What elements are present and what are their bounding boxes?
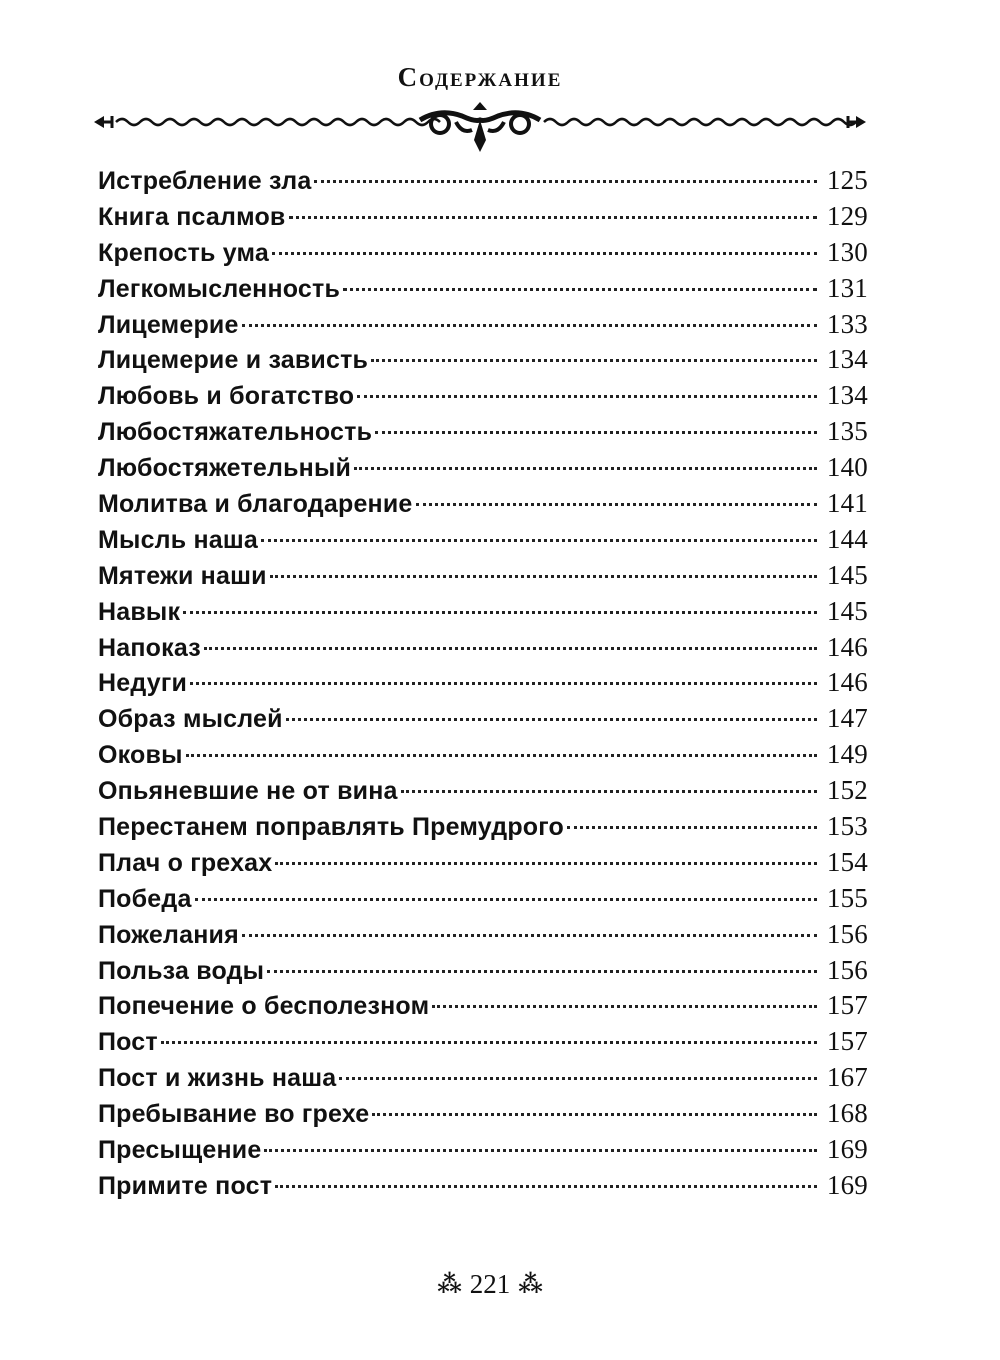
toc-entry-title: Победа xyxy=(98,884,192,913)
toc-entry xyxy=(98,488,868,524)
toc-entry-page: 168 xyxy=(826,1098,868,1129)
toc-entry-title: Мятежи наши xyxy=(98,561,267,590)
toc-dot-leader xyxy=(264,1149,817,1152)
toc-entry-page: 145 xyxy=(826,559,868,590)
toc-entry-page: 134 xyxy=(826,344,868,375)
toc-entry-title: Пост xyxy=(98,1028,158,1057)
toc-entry xyxy=(98,775,868,811)
toc-entry xyxy=(98,1134,868,1170)
toc-dot-leader xyxy=(190,682,817,685)
toc-entry-title: Книга псалмов xyxy=(98,202,286,231)
toc-entry-page: 145 xyxy=(826,595,868,626)
table-of-contents xyxy=(98,165,868,1206)
toc-dot-leader xyxy=(432,1005,817,1008)
toc-entry-page: 169 xyxy=(826,1134,868,1165)
toc-dot-leader xyxy=(267,970,817,973)
toc-entry-page: 130 xyxy=(826,236,868,267)
toc-dot-leader xyxy=(270,575,817,578)
toc-dot-leader xyxy=(183,611,817,614)
toc-entry-title: Попечение о бесполезном xyxy=(98,992,430,1021)
toc-dot-leader xyxy=(195,898,817,901)
page-footer xyxy=(0,1268,980,1300)
toc-entry xyxy=(98,1170,868,1206)
toc-entry xyxy=(98,847,868,883)
toc-entry-title: Польза воды xyxy=(98,956,265,985)
toc-entry-page: 133 xyxy=(826,308,868,339)
toc-entry-page: 149 xyxy=(826,739,868,770)
toc-entry xyxy=(98,524,868,560)
toc-dot-leader xyxy=(275,1185,817,1188)
toc-dot-leader xyxy=(286,718,817,721)
toc-entry-page: 153 xyxy=(826,811,868,842)
toc-entry xyxy=(98,416,868,452)
toc-entry-title: Лицемерие и зависть xyxy=(98,346,369,375)
toc-dot-leader xyxy=(242,324,817,327)
toc-entry-title: Пресыщение xyxy=(98,1136,262,1165)
toc-entry-page: 156 xyxy=(826,918,868,949)
toc-entry-title: Оковы xyxy=(98,741,183,770)
ornament-divider-icon xyxy=(90,100,870,160)
toc-entry xyxy=(98,201,868,237)
toc-entry-title: Пребывание во грехе xyxy=(98,1100,370,1129)
toc-entry-title: Легкомысленность xyxy=(98,274,341,303)
toc-entry-page: 169 xyxy=(826,1169,868,1200)
toc-entry xyxy=(98,1098,868,1134)
footer-ornament-right-icon: ⁂ xyxy=(518,1272,543,1298)
toc-entry-title: Лицемерие xyxy=(98,310,239,339)
toc-entry-title: Напоказ xyxy=(98,633,201,662)
toc-dot-leader xyxy=(567,826,817,829)
toc-entry-page: 156 xyxy=(826,954,868,985)
toc-entry xyxy=(98,1026,868,1062)
toc-dot-leader xyxy=(204,647,817,650)
toc-dot-leader xyxy=(314,180,817,183)
toc-entry xyxy=(98,344,868,380)
toc-entry xyxy=(98,955,868,991)
toc-entry xyxy=(98,919,868,955)
toc-entry xyxy=(98,883,868,919)
toc-entry-page: 146 xyxy=(826,631,868,662)
toc-entry-page: 131 xyxy=(826,272,868,303)
toc-entry xyxy=(98,811,868,847)
toc-entry xyxy=(98,596,868,632)
toc-entry-title: Плач о грехах xyxy=(98,848,273,877)
toc-dot-leader xyxy=(261,539,817,542)
toc-entry-page: 167 xyxy=(826,1062,868,1093)
toc-entry xyxy=(98,703,868,739)
toc-dot-leader xyxy=(161,1041,817,1044)
toc-dot-leader xyxy=(289,216,818,219)
toc-dot-leader xyxy=(375,431,817,434)
toc-dot-leader xyxy=(339,1077,817,1080)
footer-ornament-left-icon: ⁂ xyxy=(437,1272,462,1298)
toc-entry xyxy=(98,237,868,273)
toc-entry-title: Молитва и благодарение xyxy=(98,490,413,519)
toc-entry-title: Пожелания xyxy=(98,920,239,949)
toc-entry xyxy=(98,165,868,201)
toc-entry-title: Пост и жизнь наша xyxy=(98,1064,337,1093)
toc-entry-page: 141 xyxy=(826,488,868,519)
toc-entry-title: Недуги xyxy=(98,669,188,698)
page-header-title: Содержание xyxy=(397,62,563,92)
toc-entry-title: Навык xyxy=(98,597,181,626)
toc-entry-page: 146 xyxy=(826,667,868,698)
toc-entry-page: 129 xyxy=(826,200,868,231)
toc-dot-leader xyxy=(354,467,817,470)
toc-entry-page: 152 xyxy=(826,775,868,806)
page-number: 221 xyxy=(469,1268,511,1299)
toc-dot-leader xyxy=(275,862,817,865)
toc-entry-page: 125 xyxy=(826,165,868,195)
toc-entry xyxy=(98,560,868,596)
toc-entry xyxy=(98,1062,868,1098)
toc-entry-page: 157 xyxy=(826,990,868,1021)
toc-entry-title: Любостяжетельный xyxy=(98,454,352,483)
toc-entry-page: 144 xyxy=(826,523,868,554)
toc-entry-page: 155 xyxy=(826,882,868,913)
toc-entry-title: Примите пост xyxy=(98,1171,273,1200)
toc-entry xyxy=(98,990,868,1026)
toc-entry-page: 140 xyxy=(826,452,868,483)
toc-entry xyxy=(98,632,868,668)
toc-entry-title: Опьяневшие не от вина xyxy=(98,777,398,806)
toc-dot-leader xyxy=(416,503,817,506)
toc-entry-page: 157 xyxy=(826,1026,868,1057)
toc-entry-title: Любовь и богатство xyxy=(98,382,355,411)
toc-entry-page: 134 xyxy=(826,380,868,411)
toc-entry-title: Перестанем поправлять Премудрого xyxy=(98,813,565,842)
toc-dot-leader xyxy=(371,359,817,362)
toc-entry-page: 135 xyxy=(826,416,868,447)
toc-dot-leader xyxy=(372,1113,817,1116)
toc-entry xyxy=(98,739,868,775)
toc-entry-title: Истребление зла xyxy=(98,167,312,195)
toc-entry-title: Крепость ума xyxy=(98,238,269,267)
toc-dot-leader xyxy=(343,288,817,291)
toc-dot-leader xyxy=(242,934,817,937)
toc-entry-page: 154 xyxy=(826,846,868,877)
toc-dot-leader xyxy=(401,790,817,793)
toc-entry-title: Мысль наша xyxy=(98,525,259,554)
toc-entry-title: Любостяжательность xyxy=(98,418,373,447)
toc-entry-title: Образ мыслей xyxy=(98,705,283,734)
toc-entry xyxy=(98,380,868,416)
toc-dot-leader xyxy=(272,252,817,255)
toc-entry xyxy=(98,667,868,703)
toc-dot-leader xyxy=(186,754,817,757)
toc-entry-page: 147 xyxy=(826,703,868,734)
toc-entry xyxy=(98,273,868,309)
toc-entry xyxy=(98,309,868,345)
toc-dot-leader xyxy=(357,395,817,398)
toc-entry xyxy=(98,452,868,488)
